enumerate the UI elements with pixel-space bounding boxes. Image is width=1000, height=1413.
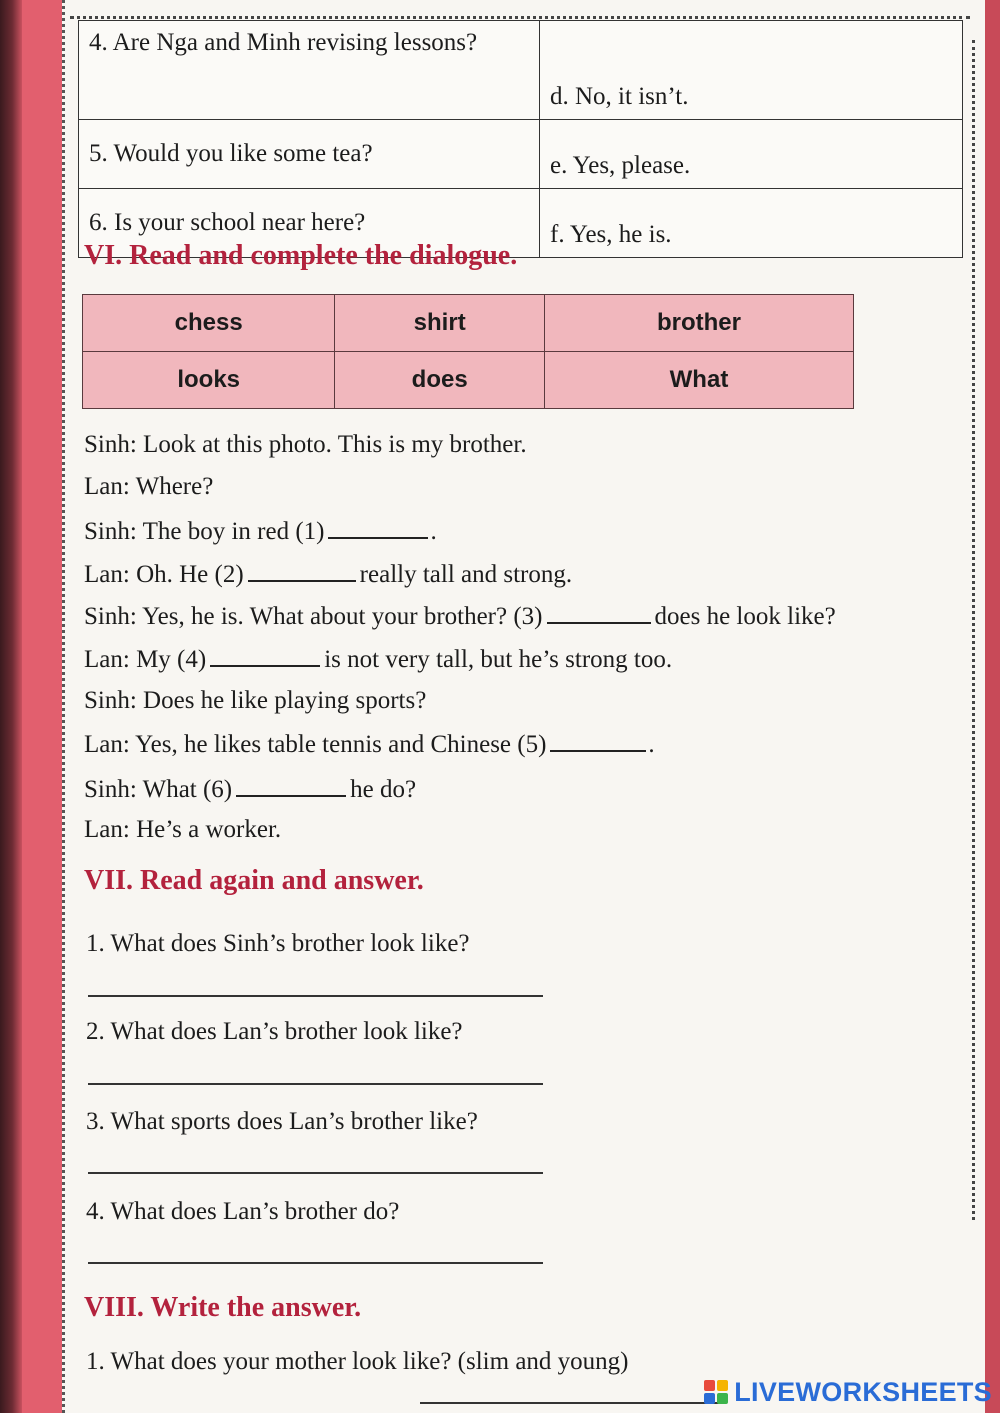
matching-table: [78, 20, 963, 258]
dialogue-text: Sinh: The boy in red (1): [84, 518, 325, 545]
section-title: VI. Read and complete the dialogue.: [84, 240, 518, 271]
answer-line[interactable]: [88, 1262, 543, 1264]
blank-3[interactable]: [547, 600, 651, 624]
matching-question: 6. Is your school near here?: [79, 189, 540, 258]
word-box-cell: shirt: [335, 295, 545, 352]
blank-6[interactable]: [236, 773, 346, 797]
answer-line[interactable]: [88, 995, 543, 997]
dialogue-text: .: [430, 518, 437, 545]
word-box-cell: does: [335, 352, 545, 409]
dialogue-line: [84, 600, 836, 632]
table-row: [79, 21, 963, 120]
dialogue-line: Lan: He’s a worker.: [84, 816, 282, 843]
watermark-text: LIVEWORKSHEETS: [734, 1376, 992, 1407]
dotted-border-top: [70, 16, 970, 19]
word-box-row: [83, 352, 854, 409]
dialogue-text: really tall and strong.: [359, 561, 573, 588]
question: 4. What does Lan’s brother do?: [86, 1198, 400, 1225]
word-box-cell: chess: [83, 295, 335, 352]
page-edge: [985, 0, 1000, 1413]
answer-line[interactable]: [420, 1402, 720, 1404]
matching-answer: f. Yes, he is.: [540, 189, 963, 258]
word-box-cell: What: [544, 352, 853, 409]
dialogue-line: [84, 728, 655, 760]
blank-2[interactable]: [248, 558, 356, 582]
question: 1. What does your mother look like? (slim and young): [86, 1348, 629, 1375]
blank-4[interactable]: [210, 643, 320, 667]
dialogue-line: Sinh: Look at this photo. This is my brother.: [84, 431, 527, 458]
table-row: [79, 120, 963, 189]
section-title: VII. Read again and answer.: [84, 865, 424, 896]
dialogue-text: Sinh: Yes, he is. What about your brother? (3): [84, 603, 543, 630]
dialogue-text: Lan: Yes, he likes table tennis and Chinese (5): [84, 731, 547, 758]
question: 3. What sports does Lan’s brother like?: [86, 1108, 478, 1135]
matching-question: 5. Would you like some tea?: [79, 120, 540, 189]
dialogue-line: Sinh: Does he like playing sports?: [84, 687, 427, 714]
word-box: [82, 294, 854, 409]
dialogue-text: Lan: My (4): [84, 646, 207, 673]
dialogue-line: [84, 773, 416, 805]
dialogue-text: Lan: Oh. He (2): [84, 561, 244, 588]
blank-5[interactable]: [550, 728, 646, 752]
dotted-border-right: [972, 40, 975, 1220]
watermark: [704, 1375, 992, 1409]
answer-line[interactable]: [88, 1083, 543, 1085]
section-title: VIII. Write the answer.: [84, 1292, 362, 1323]
liveworksheets-logo-icon: [704, 1380, 728, 1404]
word-box-cell: looks: [83, 352, 335, 409]
dialogue-text: .: [648, 731, 655, 758]
dialogue-line: [84, 515, 437, 547]
question: 2. What does Lan’s brother look like?: [86, 1018, 463, 1045]
matching-answer: e. Yes, please.: [540, 120, 963, 189]
blank-1[interactable]: [328, 515, 428, 539]
book-binding: [0, 0, 22, 1413]
word-box-cell: brother: [544, 295, 853, 352]
matching-question: 4. Are Nga and Minh revising lessons?: [79, 21, 540, 120]
dialogue-text: he do?: [350, 776, 417, 803]
dialogue-text: is not very tall, but he’s strong too.: [324, 646, 673, 673]
question: 1. What does Sinh’s brother look like?: [86, 930, 470, 957]
dialogue-line: [84, 558, 572, 590]
dialogue-line: [84, 643, 672, 675]
dialogue-line: Lan: Where?: [84, 473, 214, 500]
word-box-row: [83, 295, 854, 352]
dialogue-text: Sinh: What (6): [84, 776, 233, 803]
matching-answer: d. No, it isn’t.: [540, 21, 963, 120]
dialogue-text: does he look like?: [654, 603, 836, 630]
answer-line[interactable]: [88, 1172, 543, 1174]
